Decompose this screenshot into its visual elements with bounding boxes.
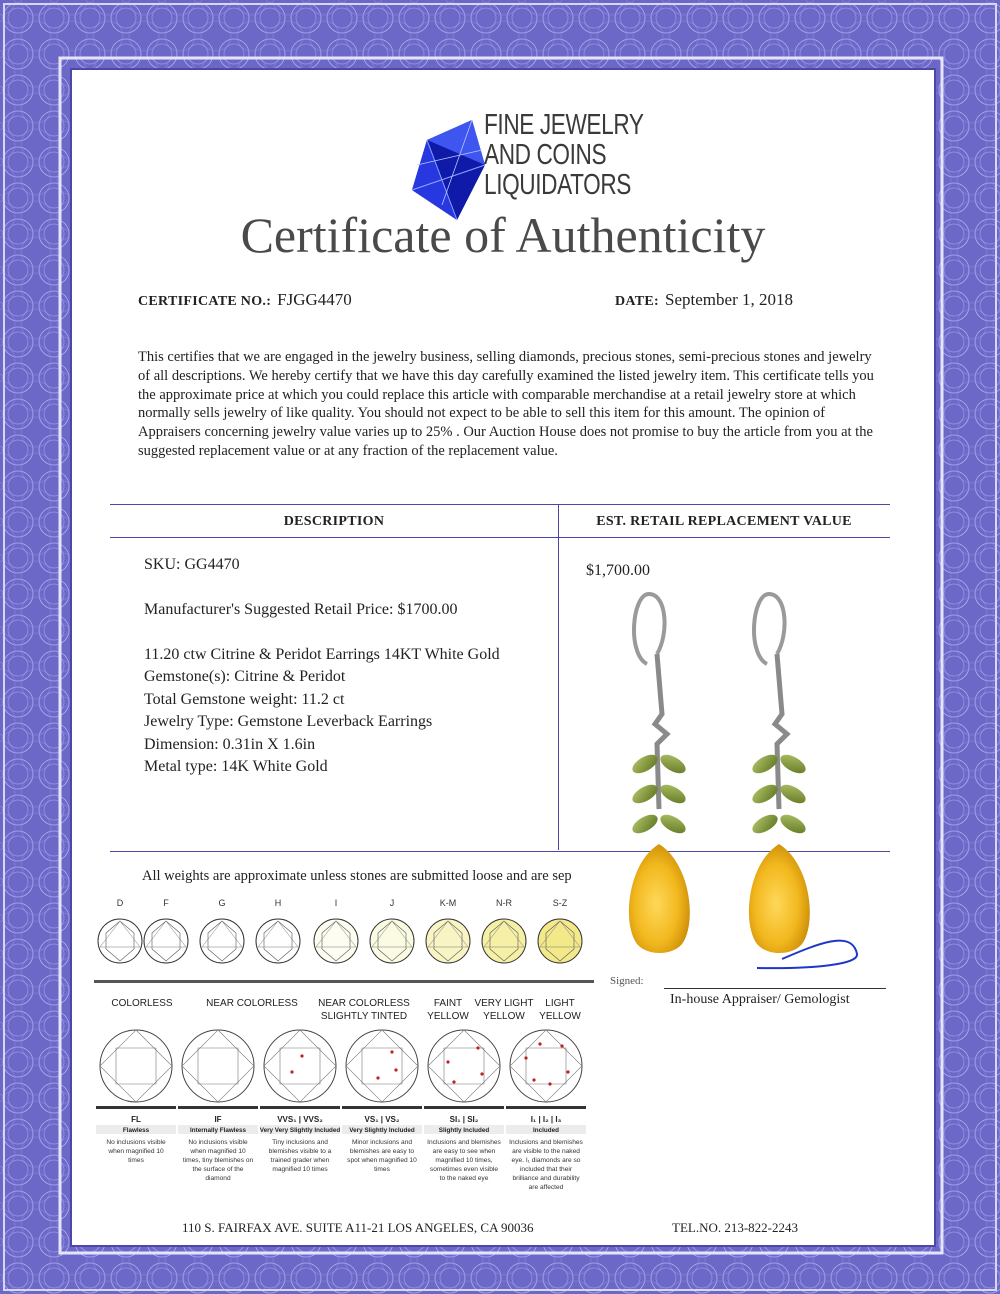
color-grade-letter: N-R [496,898,512,908]
clarity-diamond-icon [510,1030,582,1102]
table-header-rule [110,537,890,538]
clarity-description: times [128,1157,144,1164]
color-group-label: YELLOW [539,1011,581,1022]
color-grade-letter: D [116,898,124,908]
color-diamond-icon [314,919,358,963]
clarity-description: to the naked eye [439,1175,489,1182]
description-line: Metal type: 14K White Gold [144,758,328,775]
description-line: 11.20 ctw Citrine & Peridot Earrings 14KT White Gold [144,646,500,663]
date-value: September 1, 2018 [665,290,793,309]
clarity-description: spot when magnified 10 [347,1157,417,1164]
clarity-diamond-icon [182,1030,254,1102]
clarity-description: magnified 10 times, [435,1157,493,1164]
color-grade-letter: K-M [439,898,457,908]
weights-disclaimer: All weights are approximate unless stones are submitted loose and are sep [142,868,572,884]
clarity-description: times [374,1166,390,1173]
color-grade-letter: G [218,898,226,908]
clarity-description: are easy to see when [432,1148,496,1155]
clarity-description: blemishes visible to a [268,1148,332,1155]
color-diamond-icon [200,919,244,963]
clarity-diamond-icon [264,1030,336,1102]
clarity-description: are visible to the naked [512,1148,580,1155]
logo-line: LIQUIDATORS [484,169,631,201]
color-scale-bar [94,980,594,983]
table-top-rule [110,504,890,505]
signed-label: Signed: [610,975,644,987]
certificate-body [70,68,936,1247]
color-group-label: COLORLESS [111,998,173,1009]
diamond-grading-chart [94,896,594,1216]
clarity-description: are affected [528,1184,564,1191]
clarity-description: brilliance and durability [512,1175,580,1182]
color-diamond-icon [538,919,582,963]
earring-left [629,594,690,953]
clarity-description: No inclusions visible [188,1139,248,1146]
clarity-description: trained grader when [270,1157,330,1164]
clarity-description: No inclusions visible [106,1139,166,1146]
certificate-date [615,290,793,310]
clarity-description: Inclusions and blemishes [427,1139,501,1146]
color-diamond-icon [256,919,300,963]
color-group-label: YELLOW [483,1011,525,1022]
clarity-description: diamond [205,1175,231,1182]
color-grade-letter: I [334,898,338,908]
color-diamond-icon [426,919,470,963]
clarity-description: when magnified 10 [108,1148,164,1155]
logo-text [484,110,644,200]
clarity-name: Slightly Included [438,1127,490,1134]
clarity-bar [260,1106,340,1109]
clarity-bar [96,1106,176,1109]
clarity-description: times, tiny blemishes on [182,1157,254,1164]
clarity-diamond-icon [346,1030,418,1102]
logo-line: AND COINS [484,139,607,171]
clarity-grade: VS₁ | VS₂ [364,1115,400,1124]
clarity-description: magnified 10 times [272,1166,328,1173]
clarity-bar [424,1106,504,1109]
clarity-description: when magnified 10 [190,1148,246,1155]
color-group-label: YELLOW [427,1011,469,1022]
color-diamond-icon [370,919,414,963]
sku: SKU: GG4470 [144,556,240,573]
clarity-grade: SI₁ | SI₂ [449,1115,479,1124]
color-grade-letter: J [389,898,395,908]
clarity-name: Flawless [122,1127,150,1134]
replacement-value: $1,700.00 [586,562,650,579]
description-header: DESCRIPTION [283,514,385,529]
clarity-description: blemishes are easy to [349,1148,415,1155]
color-group-label: LIGHT [545,998,575,1009]
certificate-number-label: CERTIFICATE NO.: [138,294,272,309]
color-group-label: SLIGHTLY TINTED [320,1011,408,1022]
clarity-bar [342,1106,422,1109]
clarity-description: Tiny inclusions and [272,1139,328,1146]
description-line: Dimension: 0.31in X 1.6in [144,736,316,753]
clarity-name: Very Slightly Included [349,1127,415,1134]
date-label: DATE: [615,294,660,309]
clarity-diamond-icon [428,1030,500,1102]
color-grade-letter: H [274,898,282,908]
color-group-label: FAINT [433,998,463,1009]
clarity-name: Internally Flawless [190,1127,246,1134]
value-header: EST. RETAIL REPLACEMENT VALUE [596,514,852,529]
color-diamond-icon [98,919,142,963]
clarity-grade: IF [214,1115,222,1124]
certificate-number [138,290,352,310]
page-title: Certificate of Authenticity [240,207,766,263]
description-line: Total Gemstone weight: 11.2 ct [144,691,345,708]
clarity-grade: VVS₁ | VVS₂ [277,1115,323,1124]
color-group-label: VERY LIGHT [474,998,534,1009]
color-grade-letter: S-Z [552,898,568,908]
footer-phone: TEL.NO. 213-822-2243 [672,1220,799,1235]
clarity-grade: I₁ | I₂ | I₃ [530,1115,562,1124]
clarity-bar [506,1106,586,1109]
description-line: Gemstone(s): Citrine & Peridot [144,668,346,685]
color-diamond-icon [482,919,526,963]
appraiser-title: In-house Appraiser/ Gemologist [670,992,850,1007]
description-line: Jewelry Type: Gemstone Leverback Earrings [144,713,433,730]
clarity-bar [178,1106,258,1109]
clarity-description: eye. I₁ diamonds are so [511,1157,581,1164]
color-group-label: NEAR COLORLESS [318,998,410,1009]
msrp: Manufacturer's Suggested Retail Price: $1700.00 [144,601,458,618]
color-diamond-icon [144,919,188,963]
signature-line [664,988,886,989]
clarity-description: Inclusions and blemishes [509,1139,583,1146]
certificate-number-value: FJGG4470 [277,290,352,309]
table-column-divider [558,504,559,850]
clarity-description: sometimes even visible [429,1166,499,1173]
clarity-description: the surface of the [192,1166,244,1173]
footer-address: 110 S. FAIRFAX AVE. SUITE A11-21 LOS ANGELES, CA 90036 [182,1220,534,1235]
color-grade-letter: F [163,898,169,908]
color-group-label: NEAR COLORLESS [206,998,298,1009]
clarity-description: included that their [519,1166,573,1173]
certification-statement: This certifies that we are engaged in the jewelry business, selling diamonds, precious stones, semi-precious stones and jewelry of all descriptions. We hereby certify that we have this day carefully examined the listed jewelry item. This certificate tells you the approximate price at which you could replace this article with comparable merchandise at a retail jewelry store at which normally sells jewelry of like quality. You should not expect to be able to sell this item for this amount. The opinion of Appraisers concerning jewelry value varies up to 25% . Our Auction House does not promise to buy the article from you at the suggested replacement value or at any fraction of the replacement value. [138,349,874,459]
clarity-name: Very Very Slightly Included [259,1127,341,1134]
logo-line: FINE JEWELRY [484,109,644,141]
earrings-image [587,584,887,984]
clarity-grade: FL [131,1115,141,1124]
clarity-name: Included [533,1127,559,1134]
clarity-diamond-icon [100,1030,172,1102]
earring-right [749,594,810,953]
clarity-description: Minor inclusions and [351,1139,413,1146]
